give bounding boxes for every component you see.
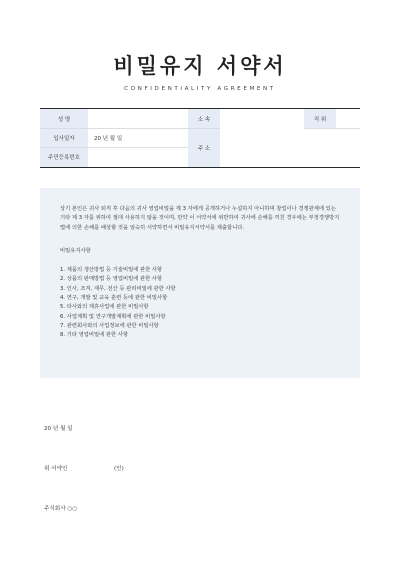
affiliation-label: 소 속 — [188, 109, 220, 128]
document-subtitle: CONFIDENTIALITY AGREEMENT — [124, 86, 276, 92]
affiliation-field[interactable] — [220, 109, 304, 128]
row-divider — [304, 128, 360, 129]
seal-mark: (인) — [114, 466, 124, 472]
confidential-items-heading: 비밀유지사항 — [60, 247, 91, 254]
id-number-field[interactable] — [88, 147, 188, 167]
list-item: 2. 상품의 판매방법 등 영업비밀에 관한 사항 — [60, 276, 163, 283]
name-label: 성 명 — [40, 109, 88, 128]
id-number-label: 주민등록번호 — [40, 147, 88, 167]
signer-label: 위 서약인 — [44, 466, 68, 472]
address-label: 주 소 — [188, 128, 220, 167]
row-divider — [40, 128, 220, 129]
document-title: 비밀유지 서약서 — [113, 54, 287, 78]
info-table — [40, 108, 360, 168]
hire-date-label: 입사일자 — [40, 128, 88, 147]
list-item: 1. 제품의 생산방법 등 기술비밀에 관한 사항 — [60, 267, 163, 274]
list-item: 3. 인사, 조직, 재무, 전산 등 관리비밀에 관한 사항 — [60, 285, 176, 292]
list-item: 5. 타사와의 제휴사업에 관한 비밀사항 — [60, 304, 149, 311]
list-item: 8. 기타 영업비밀에 관한 사항 — [60, 332, 129, 339]
address-field[interactable] — [220, 128, 360, 167]
name-field[interactable] — [88, 109, 188, 128]
position-label: 직 위 — [304, 109, 336, 128]
list-item: 7. 관련회사와의 사업정보에 관한 비밀사항 — [60, 322, 159, 329]
row-divider — [40, 147, 188, 148]
signing-date: 20 년 월 일 — [44, 426, 73, 432]
agreement-content-box — [40, 188, 360, 378]
list-item: 4. 연구, 개발 및 교육 훈련 등에 관한 비밀사항 — [60, 295, 168, 302]
hire-date-field[interactable]: 20 년 월 일 — [88, 128, 188, 147]
list-item: 6. 사업계획 및 연구개발계획에 관한 비밀사항 — [60, 313, 166, 320]
position-field[interactable] — [336, 109, 360, 128]
company-name: 주식회사 ○○ — [44, 506, 78, 512]
agreement-intro-text: 상기 본인은 귀사 퇴직 후 다음의 귀사 영업비밀을 제 3 자에게 공개하거나 누설하지 아니하며 창업이나 경쟁관계에 있는 기타 제 3 자를 위하여 절대 사용하지 않을 것이며, 만약 이 서약서에 위반하여 귀사에 손해를 끼친 경우에는 부정경쟁방지법에 의한 손해를 배상할 것을 엄숙히 서약하면서 비밀유지서약서를 제출합니다. — [60, 206, 340, 231]
confidential-items-list — [60, 266, 340, 340]
